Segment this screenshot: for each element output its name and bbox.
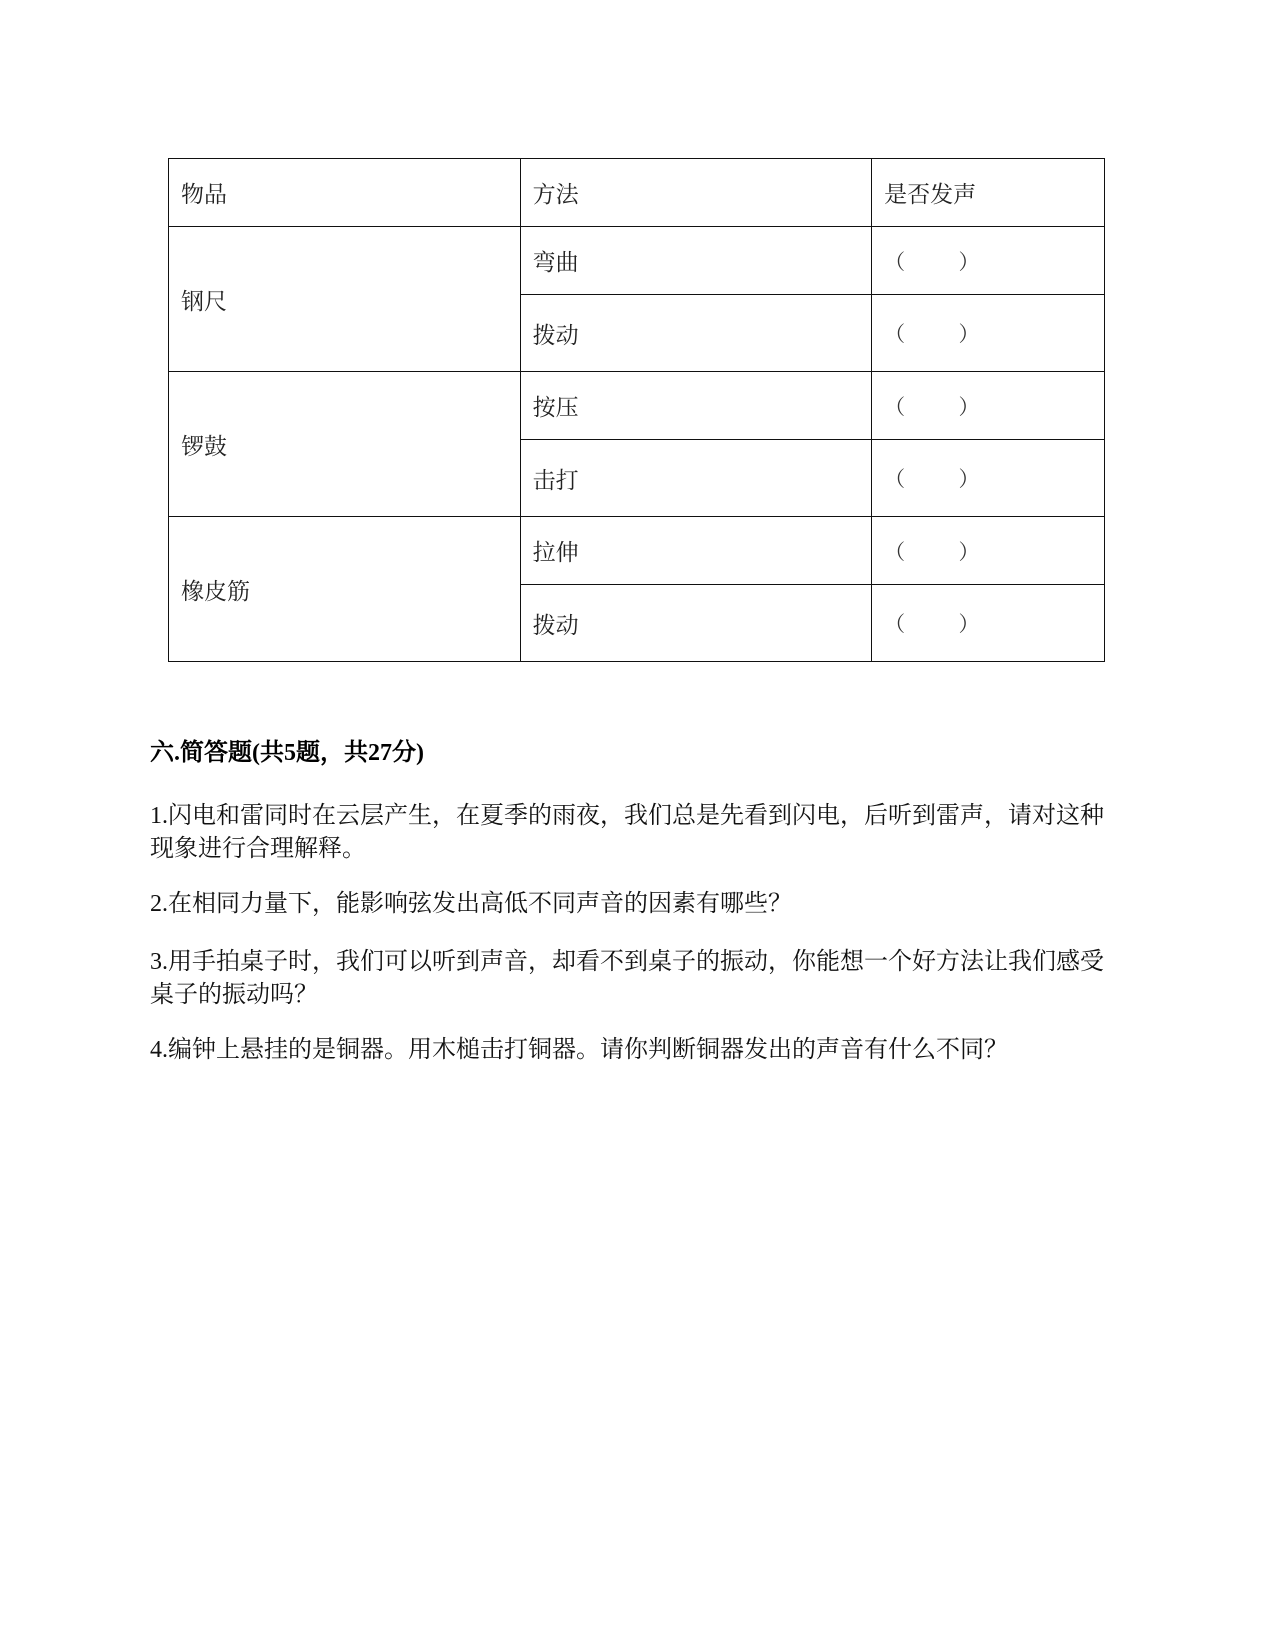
answer-blank: （ ） bbox=[884, 612, 980, 636]
item-cell-rubber-band: 橡皮筋 bbox=[169, 517, 521, 662]
table-row bbox=[169, 517, 1105, 585]
table-row bbox=[169, 372, 1105, 440]
header-sound: 是否发声 bbox=[872, 159, 1105, 227]
answer-blank: （ ） bbox=[884, 394, 980, 419]
answer-cell[interactable] bbox=[872, 372, 1105, 440]
item-cell-steel-ruler: 钢尺 bbox=[169, 227, 521, 372]
answer-cell[interactable] bbox=[872, 440, 1105, 517]
method-cell: 击打 bbox=[520, 440, 872, 517]
answer-cell[interactable] bbox=[872, 517, 1105, 585]
section-heading: 六.简答题(共5题，共27分) bbox=[150, 740, 424, 766]
answer-blank: （ ） bbox=[884, 249, 980, 274]
question-4: 4.编钟上悬挂的是铜器。用木槌击打铜器。请你判断铜器发出的声音有什么不同？ bbox=[150, 1037, 1008, 1063]
method-cell: 拨动 bbox=[520, 295, 872, 372]
table-row bbox=[169, 227, 1105, 295]
answer-blank: （ ） bbox=[884, 322, 980, 346]
method-cell: 弯曲 bbox=[520, 227, 872, 295]
table-header-row bbox=[169, 159, 1105, 227]
item-cell-drum: 锣鼓 bbox=[169, 372, 521, 517]
answer-cell[interactable] bbox=[872, 227, 1105, 295]
method-cell: 按压 bbox=[520, 372, 872, 440]
answer-cell[interactable] bbox=[872, 295, 1105, 372]
question-2: 2.在相同力量下，能影响弦发出高低不同声音的因素有哪些？ bbox=[150, 891, 792, 917]
sound-experiment-table bbox=[168, 158, 1105, 662]
answer-blank: （ ） bbox=[884, 539, 980, 564]
header-method: 方法 bbox=[520, 159, 872, 227]
method-cell: 拉伸 bbox=[520, 517, 872, 585]
method-cell: 拨动 bbox=[520, 585, 872, 662]
answer-cell[interactable] bbox=[872, 585, 1105, 662]
question-1: 1.闪电和雷同时在云层产生，在夏季的雨夜，我们总是先看到闪电，后听到雷声，请对这种现象进行合理解释。 bbox=[150, 803, 1104, 862]
question-3: 3.用手拍桌子时，我们可以听到声音，却看不到桌子的振动，你能想一个好方法让我们感受桌子的振动吗？ bbox=[150, 949, 1104, 1008]
header-item: 物品 bbox=[169, 159, 521, 227]
answer-blank: （ ） bbox=[884, 467, 980, 491]
